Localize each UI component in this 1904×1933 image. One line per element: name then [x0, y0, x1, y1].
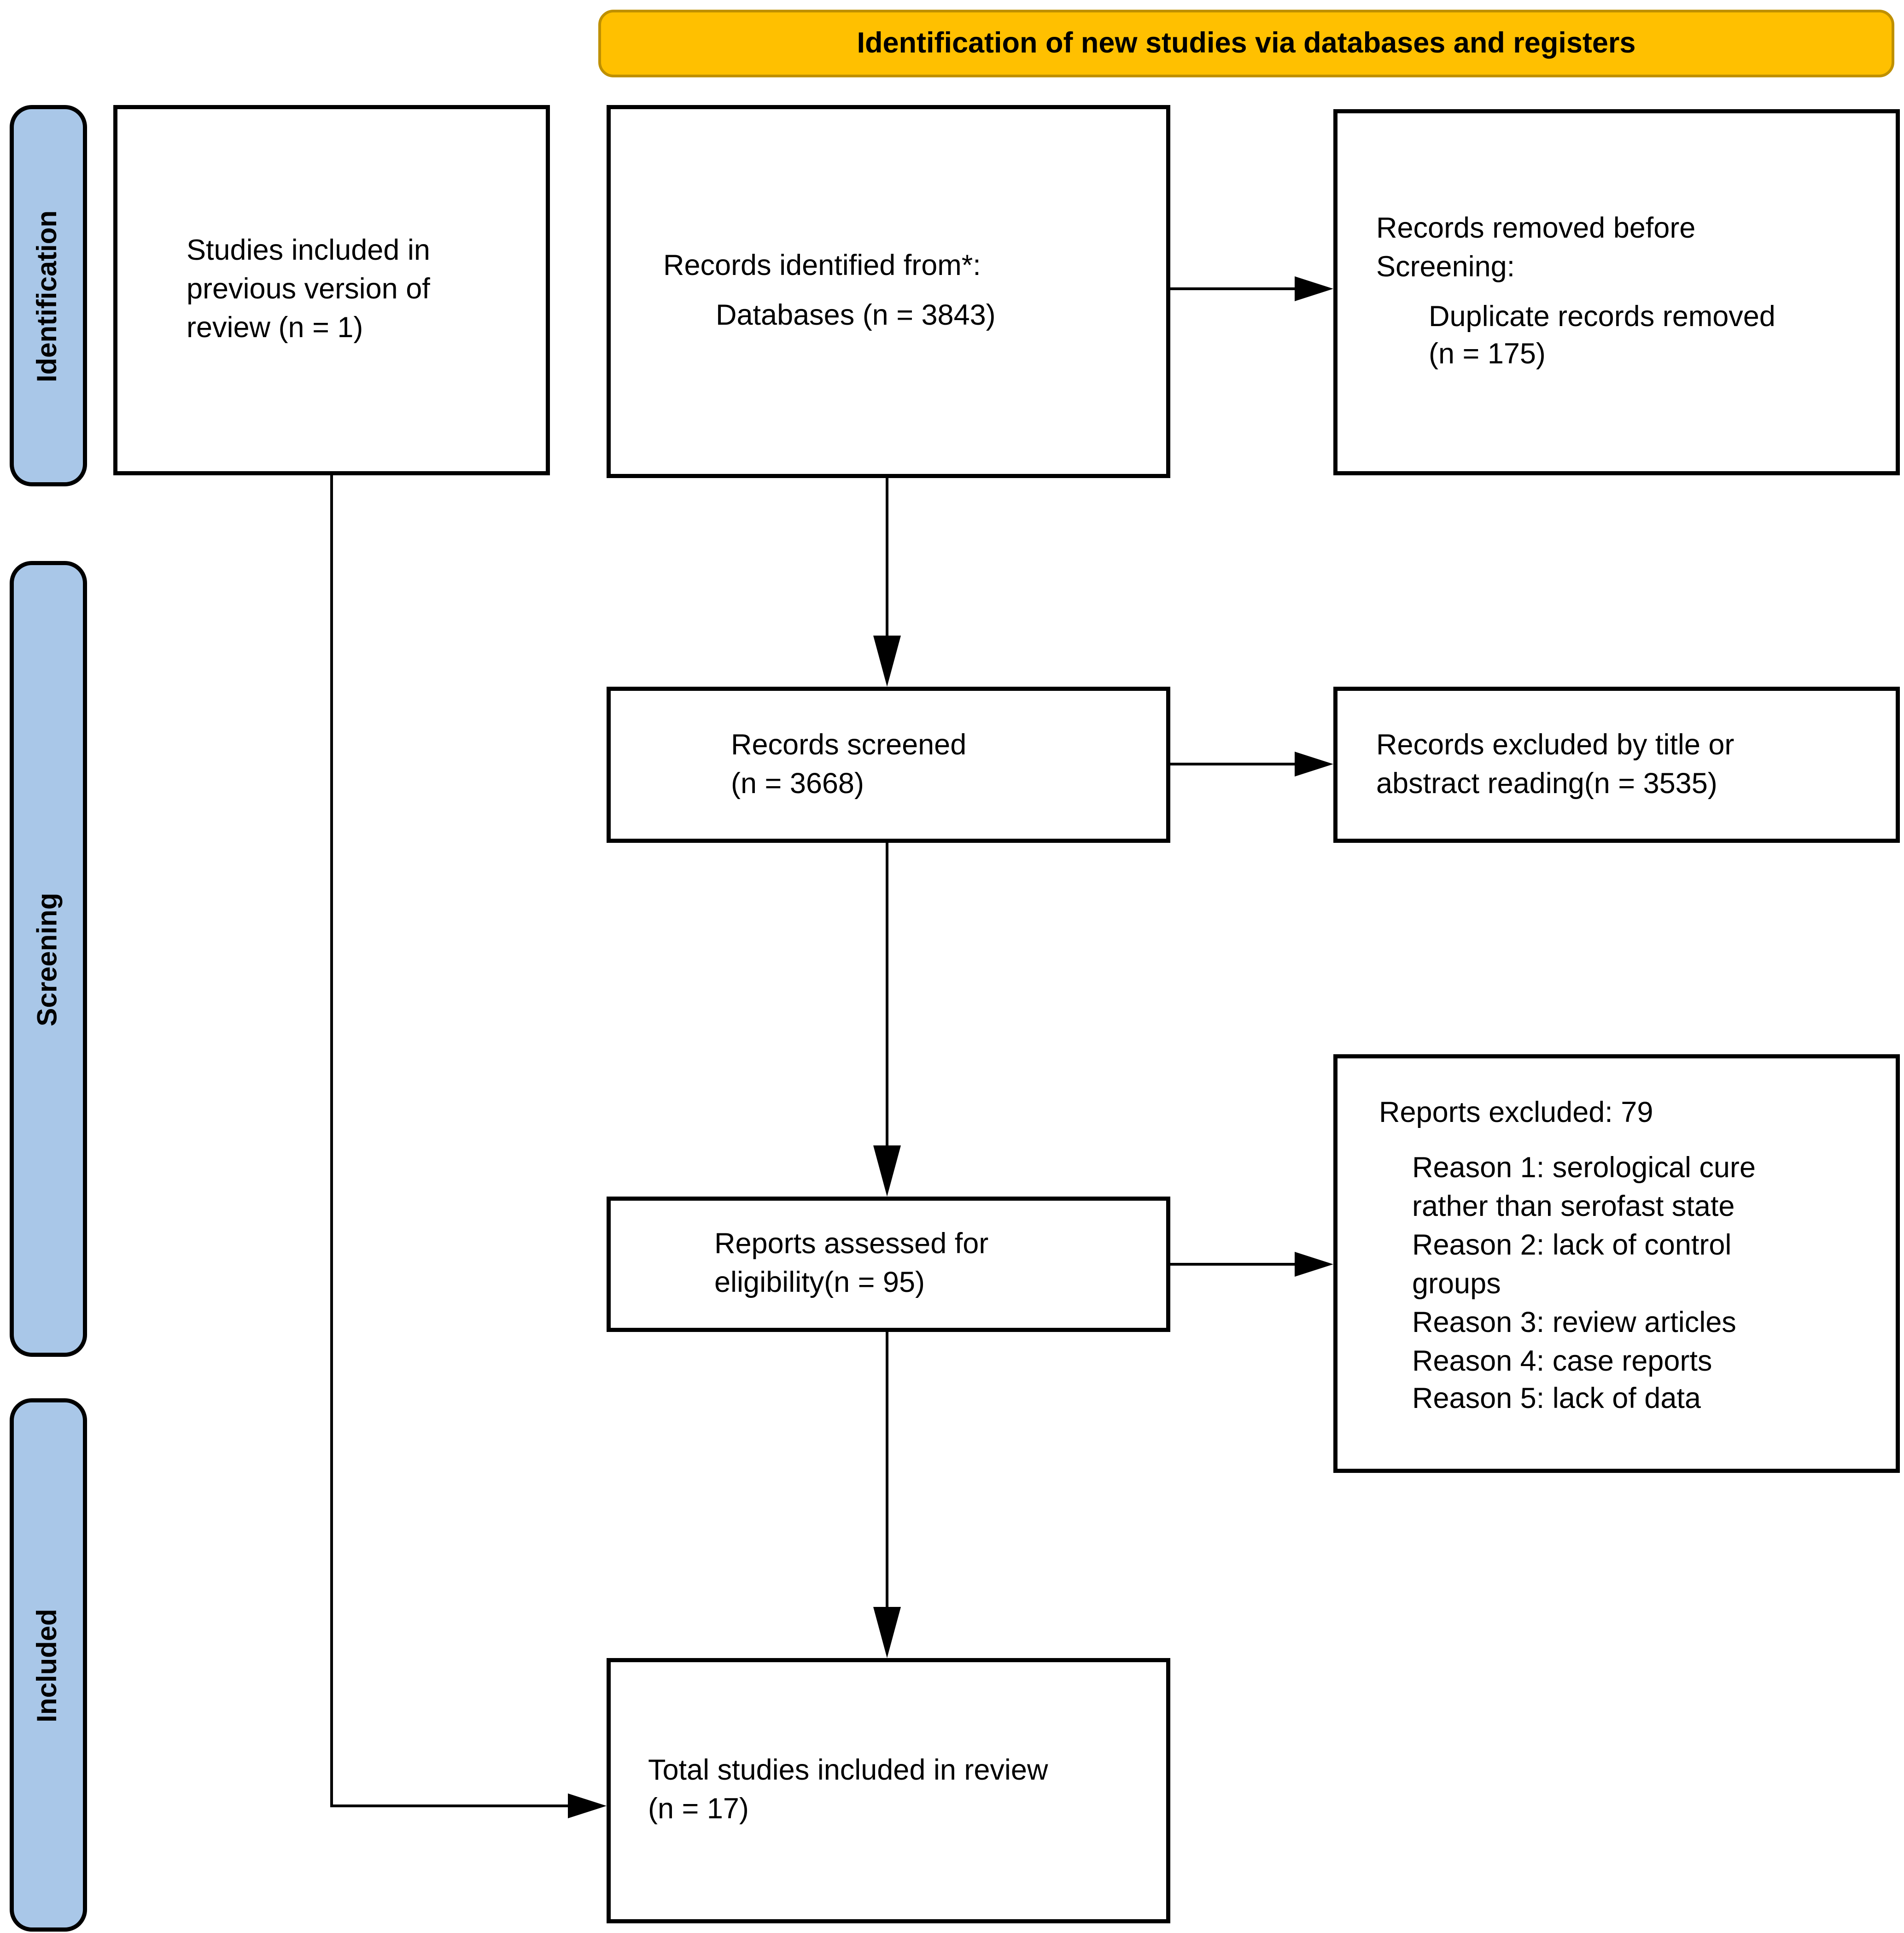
box-records-screened	[607, 687, 1170, 843]
records-removed-title: Records removed before Screening:	[1376, 212, 1696, 283]
stage-label-screening: Screening	[32, 892, 63, 1026]
box-reports-excluded	[1333, 1054, 1900, 1473]
previous-studies-text: Studies included in previous version of review (n = 1)	[187, 235, 430, 344]
box-records-removed	[1333, 109, 1900, 475]
stage-pill-identification	[10, 105, 87, 486]
arrow-assessed-to-excluded-head	[1295, 1252, 1333, 1277]
records-identified-databases: Databases (n = 3843)	[716, 300, 996, 332]
arrow-identified-to-removed-head	[1295, 276, 1333, 301]
records-excluded-text: Records excluded by title or abstract reading(n = 3535)	[1376, 729, 1735, 800]
banner-identification-of-new-studies	[598, 10, 1894, 77]
stage-pill-screening	[10, 561, 87, 1357]
reports-excluded-reasons: Reason 1: serological cure rather than serofast state Reason 2: lack of control groups Reason 3: review articles Reason 4: case reports Reason 5: lack of data	[1412, 1152, 1756, 1416]
arrow-previous-to-total-head	[568, 1793, 607, 1818]
arrow-assessed-to-excluded-line	[1169, 1263, 1296, 1266]
reports-excluded-title: Reports excluded: 79	[1379, 1097, 1653, 1129]
stage-label-included: Included	[32, 1608, 63, 1722]
arrow-previous-to-total-vline	[330, 475, 333, 1807]
arrow-identified-to-screened-head	[873, 636, 901, 687]
arrow-identified-to-removed-line	[1169, 287, 1296, 290]
stage-label-identification: Identification	[32, 210, 63, 382]
arrow-screened-to-excluded-head	[1295, 752, 1333, 777]
arrow-assessed-to-total-line	[886, 1332, 888, 1608]
records-removed-duplicates: Duplicate records removed (n = 175)	[1429, 300, 1776, 371]
stage-pill-included	[10, 1398, 87, 1932]
banner-label: Identification of new studies via databases and registers	[857, 27, 1636, 59]
arrow-assessed-to-total-head	[873, 1607, 901, 1658]
arrow-screened-to-excluded-line	[1169, 763, 1296, 765]
box-total-included	[607, 1658, 1170, 1923]
records-identified-title: Records identified from*:	[663, 250, 981, 282]
arrow-previous-to-total-hline	[330, 1805, 568, 1807]
box-previous-studies	[113, 105, 550, 475]
box-reports-assessed	[607, 1197, 1170, 1332]
box-records-excluded-title-abstract	[1333, 687, 1900, 843]
reports-assessed-text: Reports assessed for eligibility(n = 95)	[714, 1228, 989, 1299]
box-records-identified	[607, 105, 1170, 478]
total-included-text: Total studies included in review (n = 17)	[648, 1755, 1048, 1825]
records-screened-text: Records screened (n = 3668)	[731, 729, 967, 800]
arrow-screened-to-assessed-head	[873, 1145, 901, 1197]
arrow-identified-to-screened-line	[886, 478, 888, 637]
arrow-screened-to-assessed-line	[886, 843, 888, 1147]
